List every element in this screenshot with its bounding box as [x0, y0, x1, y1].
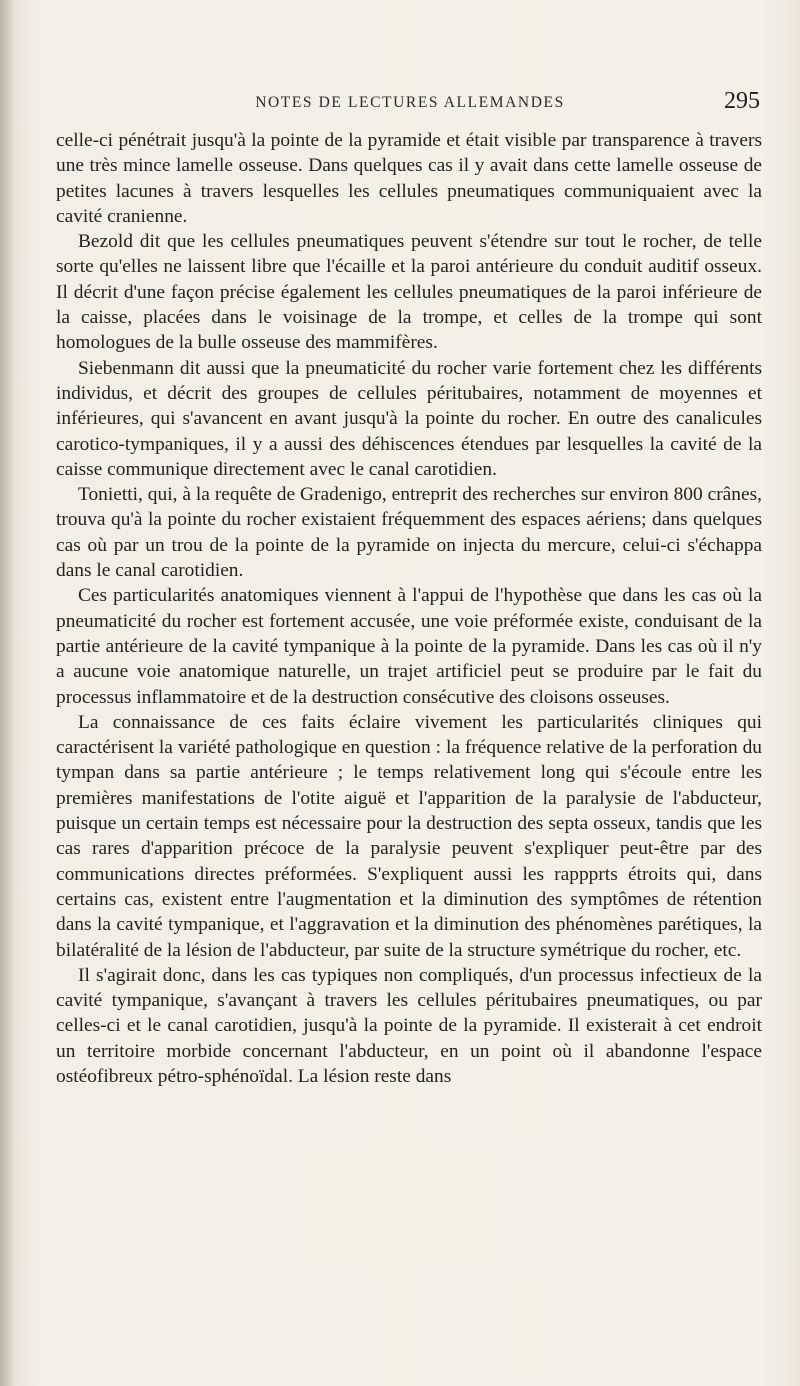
paragraph-2: Bezold dit que les cellules pneumatiques peuvent s'étendre sur tout le rocher, de telle sorte qu'elles ne laissent libre que l'écaille et la paroi antérieure du conduit auditif osseux. Il décrit d'une façon précise également les cellules pneumatiques de la paroi inférieure de la caisse, placées dans le voisinage de la trompe, et celles de la trompe qui sont homologues de la bulle osseuse des mammifères. [56, 231, 762, 354]
page-header [60, 88, 760, 122]
paragraph-6: La connaissance de ces faits éclaire vivement les particularités cliniques qui caractérisent la variété pathologique en question : la fréquence relative de la perforation du tympan dans sa partie antérieure ; le temps relativement long qui s'écoule entre les premières manifestations de l'otite aiguë et l'apparition de la paralysie de l'abducteur, puisque un certain temps est nécessaire pour la destruction des septa osseux, tandis que les cas rares d'apparition précoce de la paralysie peuvent s'expliquer peut-être par des communications directes préformées. S'expliquent aussi les rappprts étroits qui, dans certains cas, existent entre l'augmentation et la diminution des symptômes de rétention dans la cavité tympanique, et l'aggravation et la diminution des phénomènes parétiques, la bilatéralité de la lésion de l'abducteur, par suite de la structure symétrique du rocher, etc. [56, 711, 762, 961]
running-title: NOTES DE LECTURES ALLEMANDES [255, 94, 565, 111]
page-number: 295 [724, 88, 760, 114]
paragraph-5: Ces particularités anatomiques viennent à l'appui de l'hypothèse que dans les cas où la pneumaticité du rocher est fortement accusée, une voie préformée existe, conduisant de la partie antérieure de la cavité tympanique à la pointe de la pyramide. Dans les cas où il n'y a aucune voie anatomique naturelle, un trajet artificiel peut se produire par le fait du processus inflammatoire et de la destruction consécutive des cloisons osseuses. [56, 585, 762, 708]
body-text [56, 128, 762, 1089]
paragraph-4: Tonietti, qui, à la requête de Gradenigo, entreprit des recherches sur environ 800 crânes, trouva qu'à la pointe du rocher existaient fréquemment des espaces aériens; dans quelques cas où par un trou de la pointe de la pyramide on injecta du mercure, celui-ci s'échappa dans le canal carotidien. [56, 484, 762, 582]
paragraph-3: Siebenmann dit aussi que la pneumaticité du rocher varie fortement chez les différents individus, et décrit des groupes de cellules péritubaires, notamment de moyennes et inférieures, qui s'avancent en avant jusqu'à la pointe du rocher. En outre des canalicules carotico-tympaniques, il y a aussi des déhiscences étendues par lesquelles la cavité de la caisse communique directement avec le canal carotidien. [56, 357, 762, 480]
paragraph-1: celle-ci pénétrait jusqu'à la pointe de la pyramide et était visible par transparence à travers une très mince lamelle osseuse. Dans quelques cas il y avait dans cette lamelle osseuse de petites lacunes à travers lesquelles les cellules pneumatiques communiquaient avec la cavité cranienne. [56, 130, 762, 227]
page-binding-shadow [0, 0, 14, 1386]
paragraph-7: Il s'agirait donc, dans les cas typiques non compliqués, d'un processus infectieux de la cavité tympanique, s'avançant à travers les cellules péritubaires pneumatiques, ou par celles-ci et le canal carotidien, jusqu'à la pointe de la pyramide. Il existerait à cet endroit un territoire morbide concernant l'abducteur, en un point où il abandonne l'espace ostéofibreux pétro-sphénoïdal. La lésion reste dans [56, 964, 762, 1087]
